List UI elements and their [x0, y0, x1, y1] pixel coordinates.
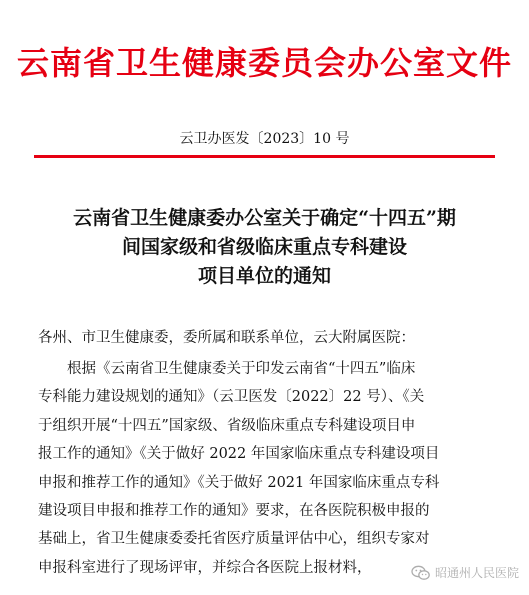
body-line-5: 申报和推荐工作的通知》《关于做好 2021 年国家临床重点专科	[38, 474, 440, 491]
notice-title-line-3: 项目单位的通知	[197, 265, 331, 287]
red-divider-rule	[34, 155, 495, 158]
document-number: 云卫办医发〔2023〕10 号	[179, 131, 350, 147]
document-header-title: 云南省卫生健康委员会办公室文件	[16, 44, 512, 82]
body-line-4: 报工作的通知》《关于做好 2022 年国家临床重点专科建设项目	[38, 446, 440, 463]
watermark	[411, 564, 519, 581]
body-line-7: 基础上，省卫生健康委委托省医疗质量评估中心，组织专家对	[38, 531, 430, 548]
body-paragraph	[38, 355, 498, 582]
notice-title	[0, 204, 529, 291]
body-line-3: 于组织开展“十四五”国家级、省级临床重点专科建设项目申	[38, 417, 416, 434]
wechat-icon	[411, 565, 431, 581]
notice-title-line-2: 间国家级和省级临床重点专科建设	[121, 236, 407, 258]
watermark-text: 昭通州人民医院	[434, 566, 519, 580]
addressee-line: 各州、市卫生健康委，委所属和联系单位，云大附属医院：	[38, 330, 415, 346]
body-line-2: 专科能力建设规划的通知》（云卫医发〔2022〕22 号）、《关	[38, 389, 425, 406]
body-line-1: 根据《云南省卫生健康委关于印发云南省“十四五”临床	[67, 361, 416, 377]
notice-title-line-1: 云南省卫生健康委办公室关于确定“十四五”期	[73, 207, 456, 229]
body-line-8: 申报科室进行了现场评审，并综合各医院上报材料，	[38, 559, 372, 576]
body-line-6: 建设项目申报和推荐工作的通知》要求，在各医院积极申报的	[38, 503, 430, 520]
